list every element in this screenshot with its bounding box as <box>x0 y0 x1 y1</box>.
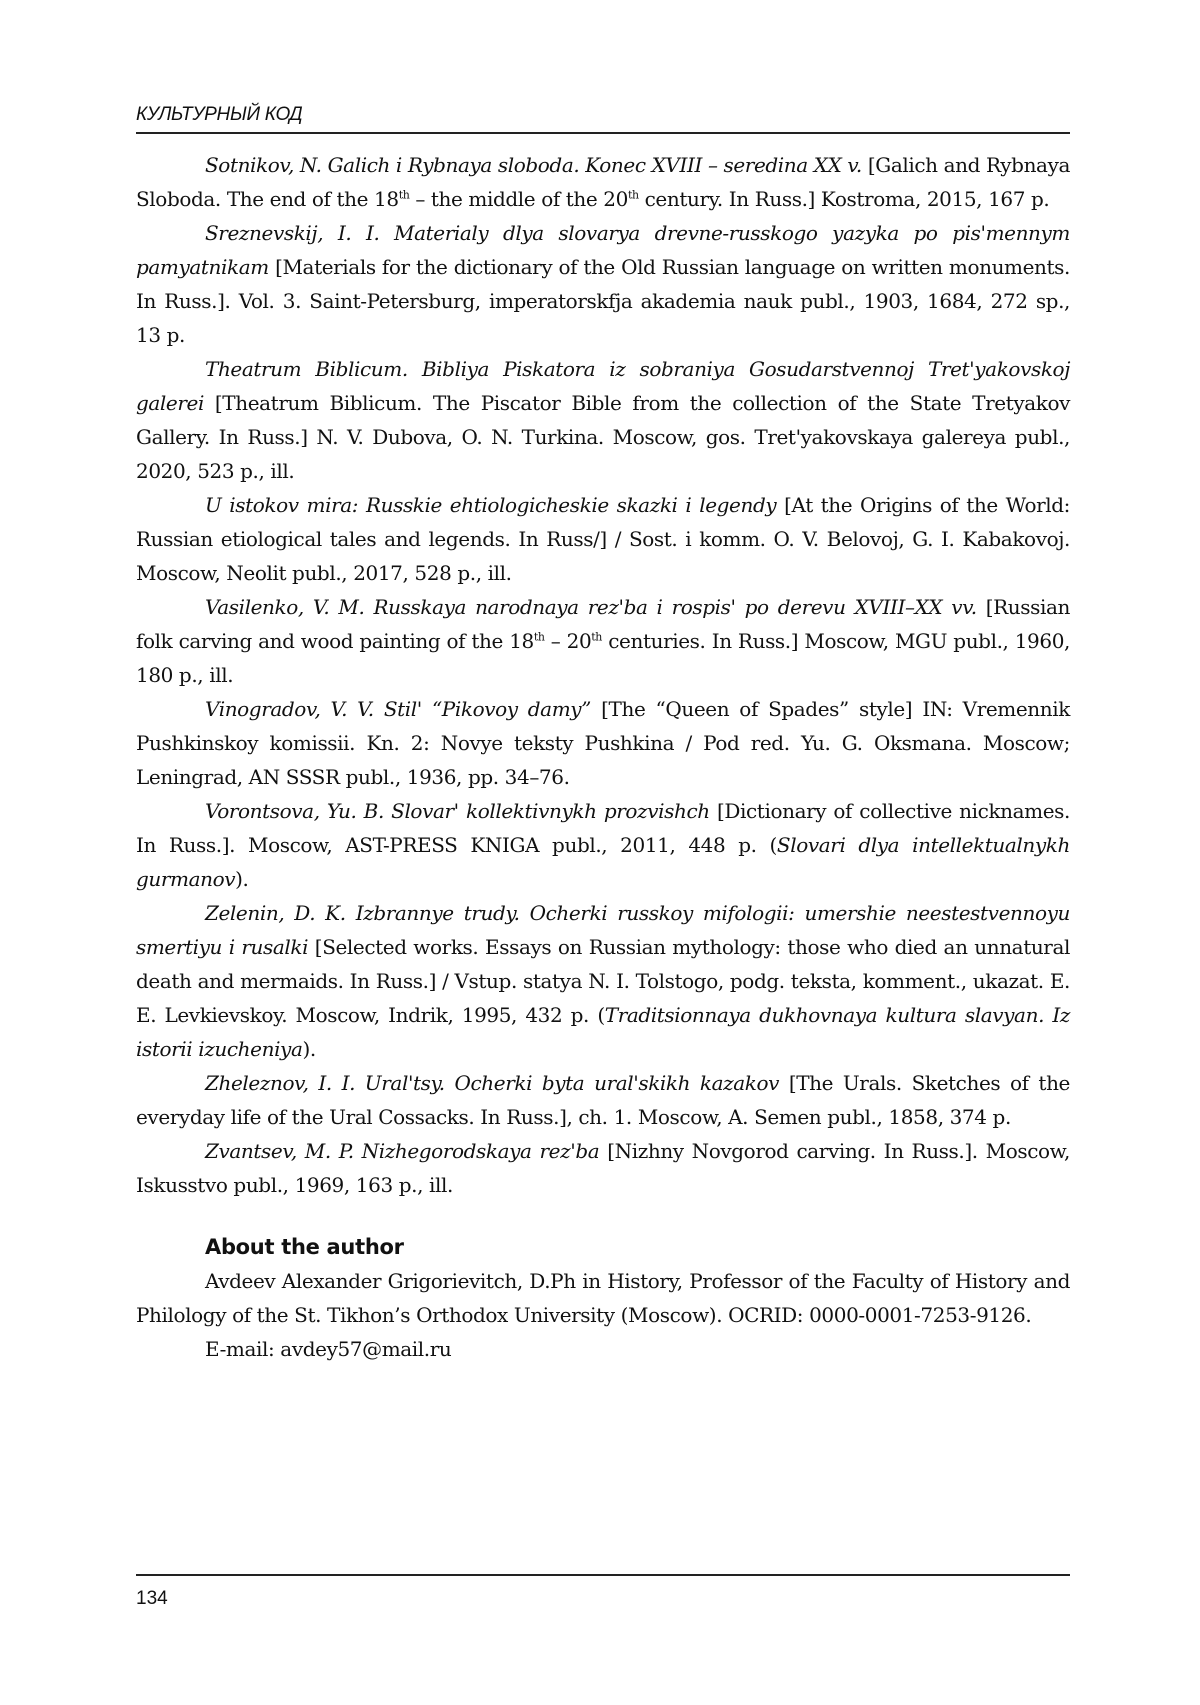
reference-title: Theatrum Biblicum. Bibliya Piskatora iz sobraniya Gosudarstvennoj Tret'yakovskoj galerei <box>136 357 1070 415</box>
reference-title: Zheleznov, I. I. Ural'tsy. Ocherki byta ural'skikh kazakov <box>205 1071 780 1095</box>
reference-title: Zvantsev, M. P. Nizhegorodskaya rez'ba <box>205 1139 600 1163</box>
reference-item: Vinogradov, V. V. Stil' “Pikovoy damy” [The “Queen of Spades” style] IN: Vremennik Pushkinskoy komissii. Kn. 2: Novye teksty Pushkina / Pod red. Yu. G. Oksmana. Moscow; Leningrad, AN SSSR publ., 1936, pp. 34–76. <box>136 697 1070 789</box>
author-email: E-mail: avdey57@mail.ru <box>205 1337 452 1361</box>
reference-item: Zvantsev, M. P. Nizhegorodskaya rez'ba [Nizhny Novgorod carving. In Russ.]. Moscow, Iskusstvo publ., 1969, 163 p., ill. <box>136 1139 1070 1197</box>
series-title: Traditsionnaya dukhovnaya kultura slavyan. Iz istorii izucheniya <box>136 1003 1070 1061</box>
footer-divider <box>136 1574 1070 1576</box>
reference-item: Sotnikov, N. Galich i Rybnaya sloboda. Konec XVIII – seredina XX v. [Galich and Rybnaya Sloboda. The end of the 18th – the middle of the 20th century. In Russ.] Kostroma, 2015, 167 p. <box>136 153 1070 211</box>
reference-title: Vorontsova, Yu. B. Slovar' kollektivnykh prozvishch <box>205 799 710 823</box>
about-author-text: Avdeev Alexander Grigorievitch, D.Ph in History, Professor of the Faculty of History and Philology of the St. Tikhon’s Orthodox University (Moscow). OCRID: 0000-0001-7253-9126. <box>136 1269 1070 1327</box>
reference-item: Sreznevskij, I. I. Materialy dlya slovarya drevne-russkogo yazyka po pis'mennym pamyatnikam [Materials for the dictionary of the Old Russian language on written monuments. In Russ.]. Vol. 3. Saint-Petersburg, imperatorskfja akademia nauk publ., 1903, 1684, 272 sp., 13 p. <box>136 221 1070 347</box>
reference-item: Theatrum Biblicum. Bibliya Piskatora iz sobraniya Gosudarstvennoj Tret'yakovskoj galerei [Theatrum Biblicum. The Piscator Bible from the collection of the State Tretyakov Gallery. In Russ.] N. V. Dubova, O. N. Turkina. Moscow, gos. Tret'yakovskaya galereya publ., 2020, 523 p., ill. <box>136 357 1070 483</box>
reference-item: U istokov mira: Russkie ehtiologicheskie skazki i legendy [At the Origins of the World: Russian etiological tales and legends. In Russ/] / Sost. i komm. O. V. Belovoj, G. I. Kabakovoj. Moscow, Neolit publ., 2017, 528 p., ill. <box>136 493 1070 585</box>
reference-title: Sotnikov, N. Galich i Rybnaya sloboda. Konec XVIII – seredina XX v. <box>205 153 862 177</box>
reference-item: Zheleznov, I. I. Ural'tsy. Ocherki byta ural'skikh kazakov [The Urals. Sketches of the everyday life of the Ural Cossacks. In Russ.], ch. 1. Moscow, A. Semen publ., 1858, 374 p. <box>136 1071 1070 1129</box>
reference-title: Sreznevskij, I. I. Materialy dlya slovarya drevne-russkogo yazyka po pis'mennym pamyatnikam <box>136 221 1070 279</box>
series-title: Slovari dlya intellektualnykh gurmanov <box>136 833 1071 891</box>
reference-item: Vorontsova, Yu. B. Slovar' kollektivnykh prozvishch [Dictionary of collective nicknames. In Russ.]. Moscow, AST-PRESS KNIGA publ., 2011, 448 p. (Slovari dlya intellektualnykh gurmanov). <box>136 799 1071 891</box>
about-author-heading: About the author <box>205 1235 404 1259</box>
reference-title: Vinogradov, V. V. Stil' “Pikovoy damy” <box>205 697 591 721</box>
reference-item: Vasilenko, V. M. Russkaya narodnaya rez'ba i rospis' po derevu XVIII–XX vv. [Russian folk carving and wood painting of the 18th – 20th centuries. In Russ.] Moscow, MGU publ., 1960, 180 p., ill. <box>136 595 1071 687</box>
reference-title: U istokov mira: Russkie ehtiologicheskie skazki i legendy <box>205 493 777 517</box>
reference-title: Vasilenko, V. M. Russkaya narodnaya rez'ba i rospis' po derevu XVIII–XX vv. <box>205 595 977 619</box>
page-number: 134 <box>136 1588 168 1609</box>
running-header: КУЛЬТУРНЫЙ КОД <box>136 100 1070 134</box>
reference-item: Zelenin, D. K. Izbrannye trudy. Ocherki russkoy mifologii: umershie neestestvennoyu smertiyu i rusalki [Selected works. Essays on Russian mythology: those who died an unnatural death and mermaids. In Russ.] / Vstup. statya N. I. Tolstogo, podg. teksta, komment., ukazat. E. E. Levkievskoy. Moscow, Indrik, 1995, 432 p. (Traditsionnaya dukhovnaya kultura slavyan. Iz istorii izucheniya). <box>136 901 1070 1061</box>
references-section <box>136 148 1070 1366</box>
reference-title: Zelenin, D. K. Izbrannye trudy. Ocherki russkoy mifologii: umershie neestestvennoyu smertiyu i rusalki <box>136 901 1070 959</box>
